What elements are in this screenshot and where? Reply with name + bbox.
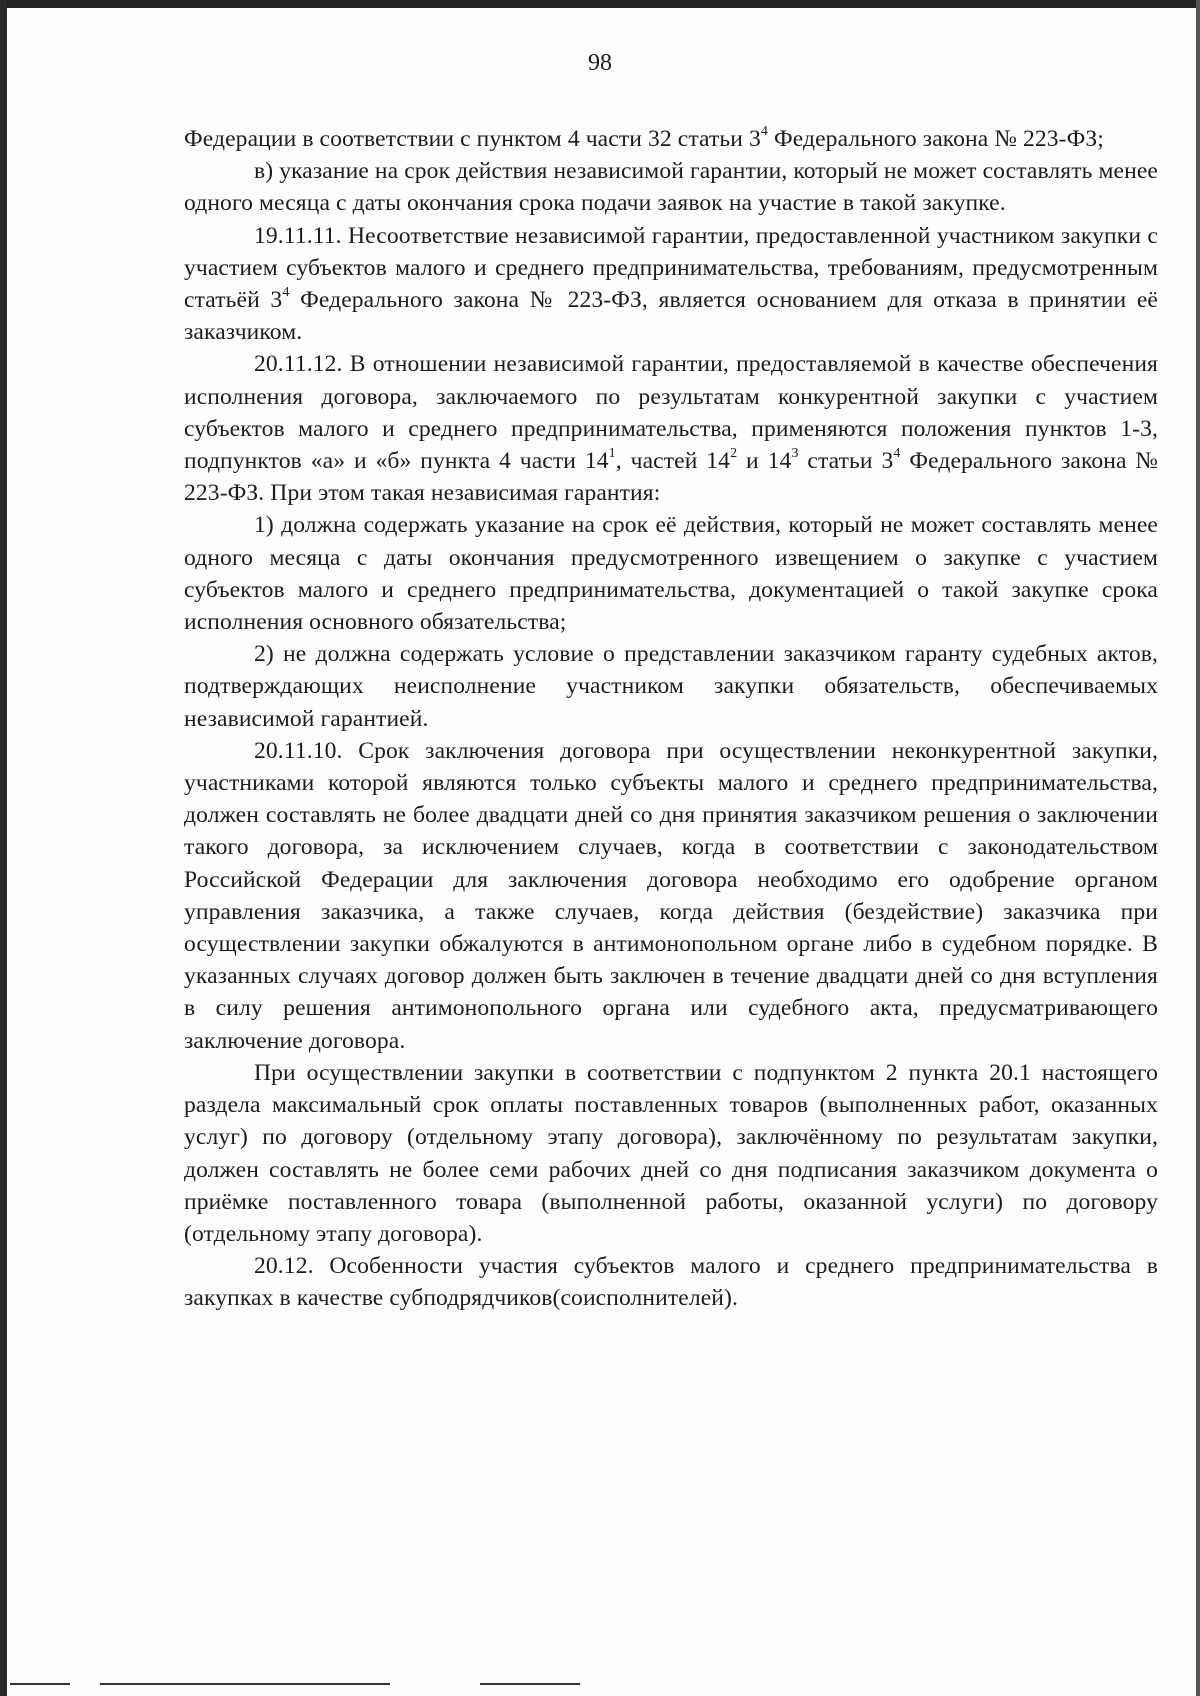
text-run: статьи 3 xyxy=(798,448,894,475)
text-run: , частей 14 xyxy=(615,448,731,475)
paragraph-p3 xyxy=(184,220,1158,349)
scan-edge-right xyxy=(1196,0,1200,1696)
paragraph-p6 xyxy=(184,638,1158,735)
text-run: 1) должна содержать указание на срок её действия, который не может составлять менее одного месяца с даты окончания предусмотренного извещением о закупке с участием субъектов малого и среднего предпринимательства, документацией о такой закупке срока исполнения основного обязательства; xyxy=(184,512,1158,636)
text-run: 20.12. Особенности участия субъектов малого и среднего предпринимательства в закупках в качестве субподрядчиков(соисполнителей). xyxy=(184,1253,1158,1312)
page-number: 98 xyxy=(588,50,612,76)
superscript: 3 xyxy=(791,446,799,462)
paragraph-p1 xyxy=(184,123,1158,155)
text-run: Федерального закона № 223-ФЗ; xyxy=(768,126,1104,152)
scan-edge-left xyxy=(0,0,7,1696)
superscript: 4 xyxy=(760,124,768,140)
paragraph-p9 xyxy=(184,1250,1158,1314)
scan-edge-top xyxy=(0,0,1200,8)
paragraph-p4 xyxy=(184,348,1158,509)
text-run: в) указание на срок действия независимой гарантии, который не может составлять менее одного месяца с даты окончания срока подачи заявок на участие в такой закупке. xyxy=(184,158,1158,217)
document-body xyxy=(184,123,1158,1315)
footer-rule xyxy=(10,1683,70,1685)
text-run: Федерального закона № 223-ФЗ. При этом такая независимая гарантия: xyxy=(184,448,1158,507)
text-run: 20.11.12. В отношении независимой гарантии, предоставляемой в качестве обеспечения исполнения договора, заключаемого по результатам конкурентной закупки с участием субъектов малого и среднего предпринимательства, применяются положения пунктов 1-3, подпунктов «а» и «б» пункта 4 части 14 xyxy=(184,351,1158,475)
text-run: 20.11.10. Срок заключения договора при осуществлении неконкурентной закупки, участниками которой являются только субъекты малого и среднего предпринимательства, должен составлять не более двадцати дней со дня принятия заказчиком решения о заключении такого договора, за исключением случаев, когда в соответствии с законодательством Российской Федерации для заключения договора необходимо его одобрение органом управления заказчика, а также случаев, когда действия (бездействие) заказчика при осуществлении закупки обжалуются в антимонопольном органе либо в судебном порядке. В указанных случаях договор должен быть заключен в течение двадцати дней со дня вступления в силу решения антимонопольного органа или судебного акта, предусматривающего заключение договора. xyxy=(184,737,1158,1054)
superscript: 4 xyxy=(282,285,290,301)
superscript: 4 xyxy=(893,446,901,462)
text-run: и 14 xyxy=(737,448,792,475)
footer-rule xyxy=(100,1683,390,1685)
superscript: 2 xyxy=(730,446,738,462)
paragraph-p8 xyxy=(184,1057,1158,1250)
text-run: 2) не должна содержать условие о представлении заказчиком гаранту судебных актов, подтверждающих неисполнение участником закупки обязательств, обеспечиваемых независимой гарантией. xyxy=(184,641,1158,732)
text-run: При осуществлении закупки в соответствии с подпунктом 2 пункта 20.1 настоящего раздела максимальный срок оплаты поставленных товаров (выполненных работ, оказанных услуг) по договору (отдельному этапу договора), заключённому по результатам закупки, должен составлять не более семи рабочих дней со дня подписания заказчиком документа о приёмке поставленного товара (выполненной работы, оказанной услуги) по договору (отдельному этапу договора). xyxy=(184,1059,1158,1247)
paragraph-p2 xyxy=(184,155,1158,219)
paragraph-p7 xyxy=(184,735,1158,1057)
text-run: Федерации в соответствии с пунктом 4 части 32 статьи 3 xyxy=(184,126,761,152)
paragraph-p5 xyxy=(184,509,1158,638)
text-run: Федерального закона № 223-ФЗ, является основанием для отказа в принятии её заказчиком. xyxy=(184,287,1158,346)
superscript: 1 xyxy=(608,446,616,462)
text-run: 19.11.11. Несоответствие независимой гарантии, предоставленной участником закупки с участием субъектов малого и среднего предпринимательства, требованиям, предусмотренным статьёй 3 xyxy=(184,222,1158,314)
footer-rule xyxy=(480,1683,580,1685)
